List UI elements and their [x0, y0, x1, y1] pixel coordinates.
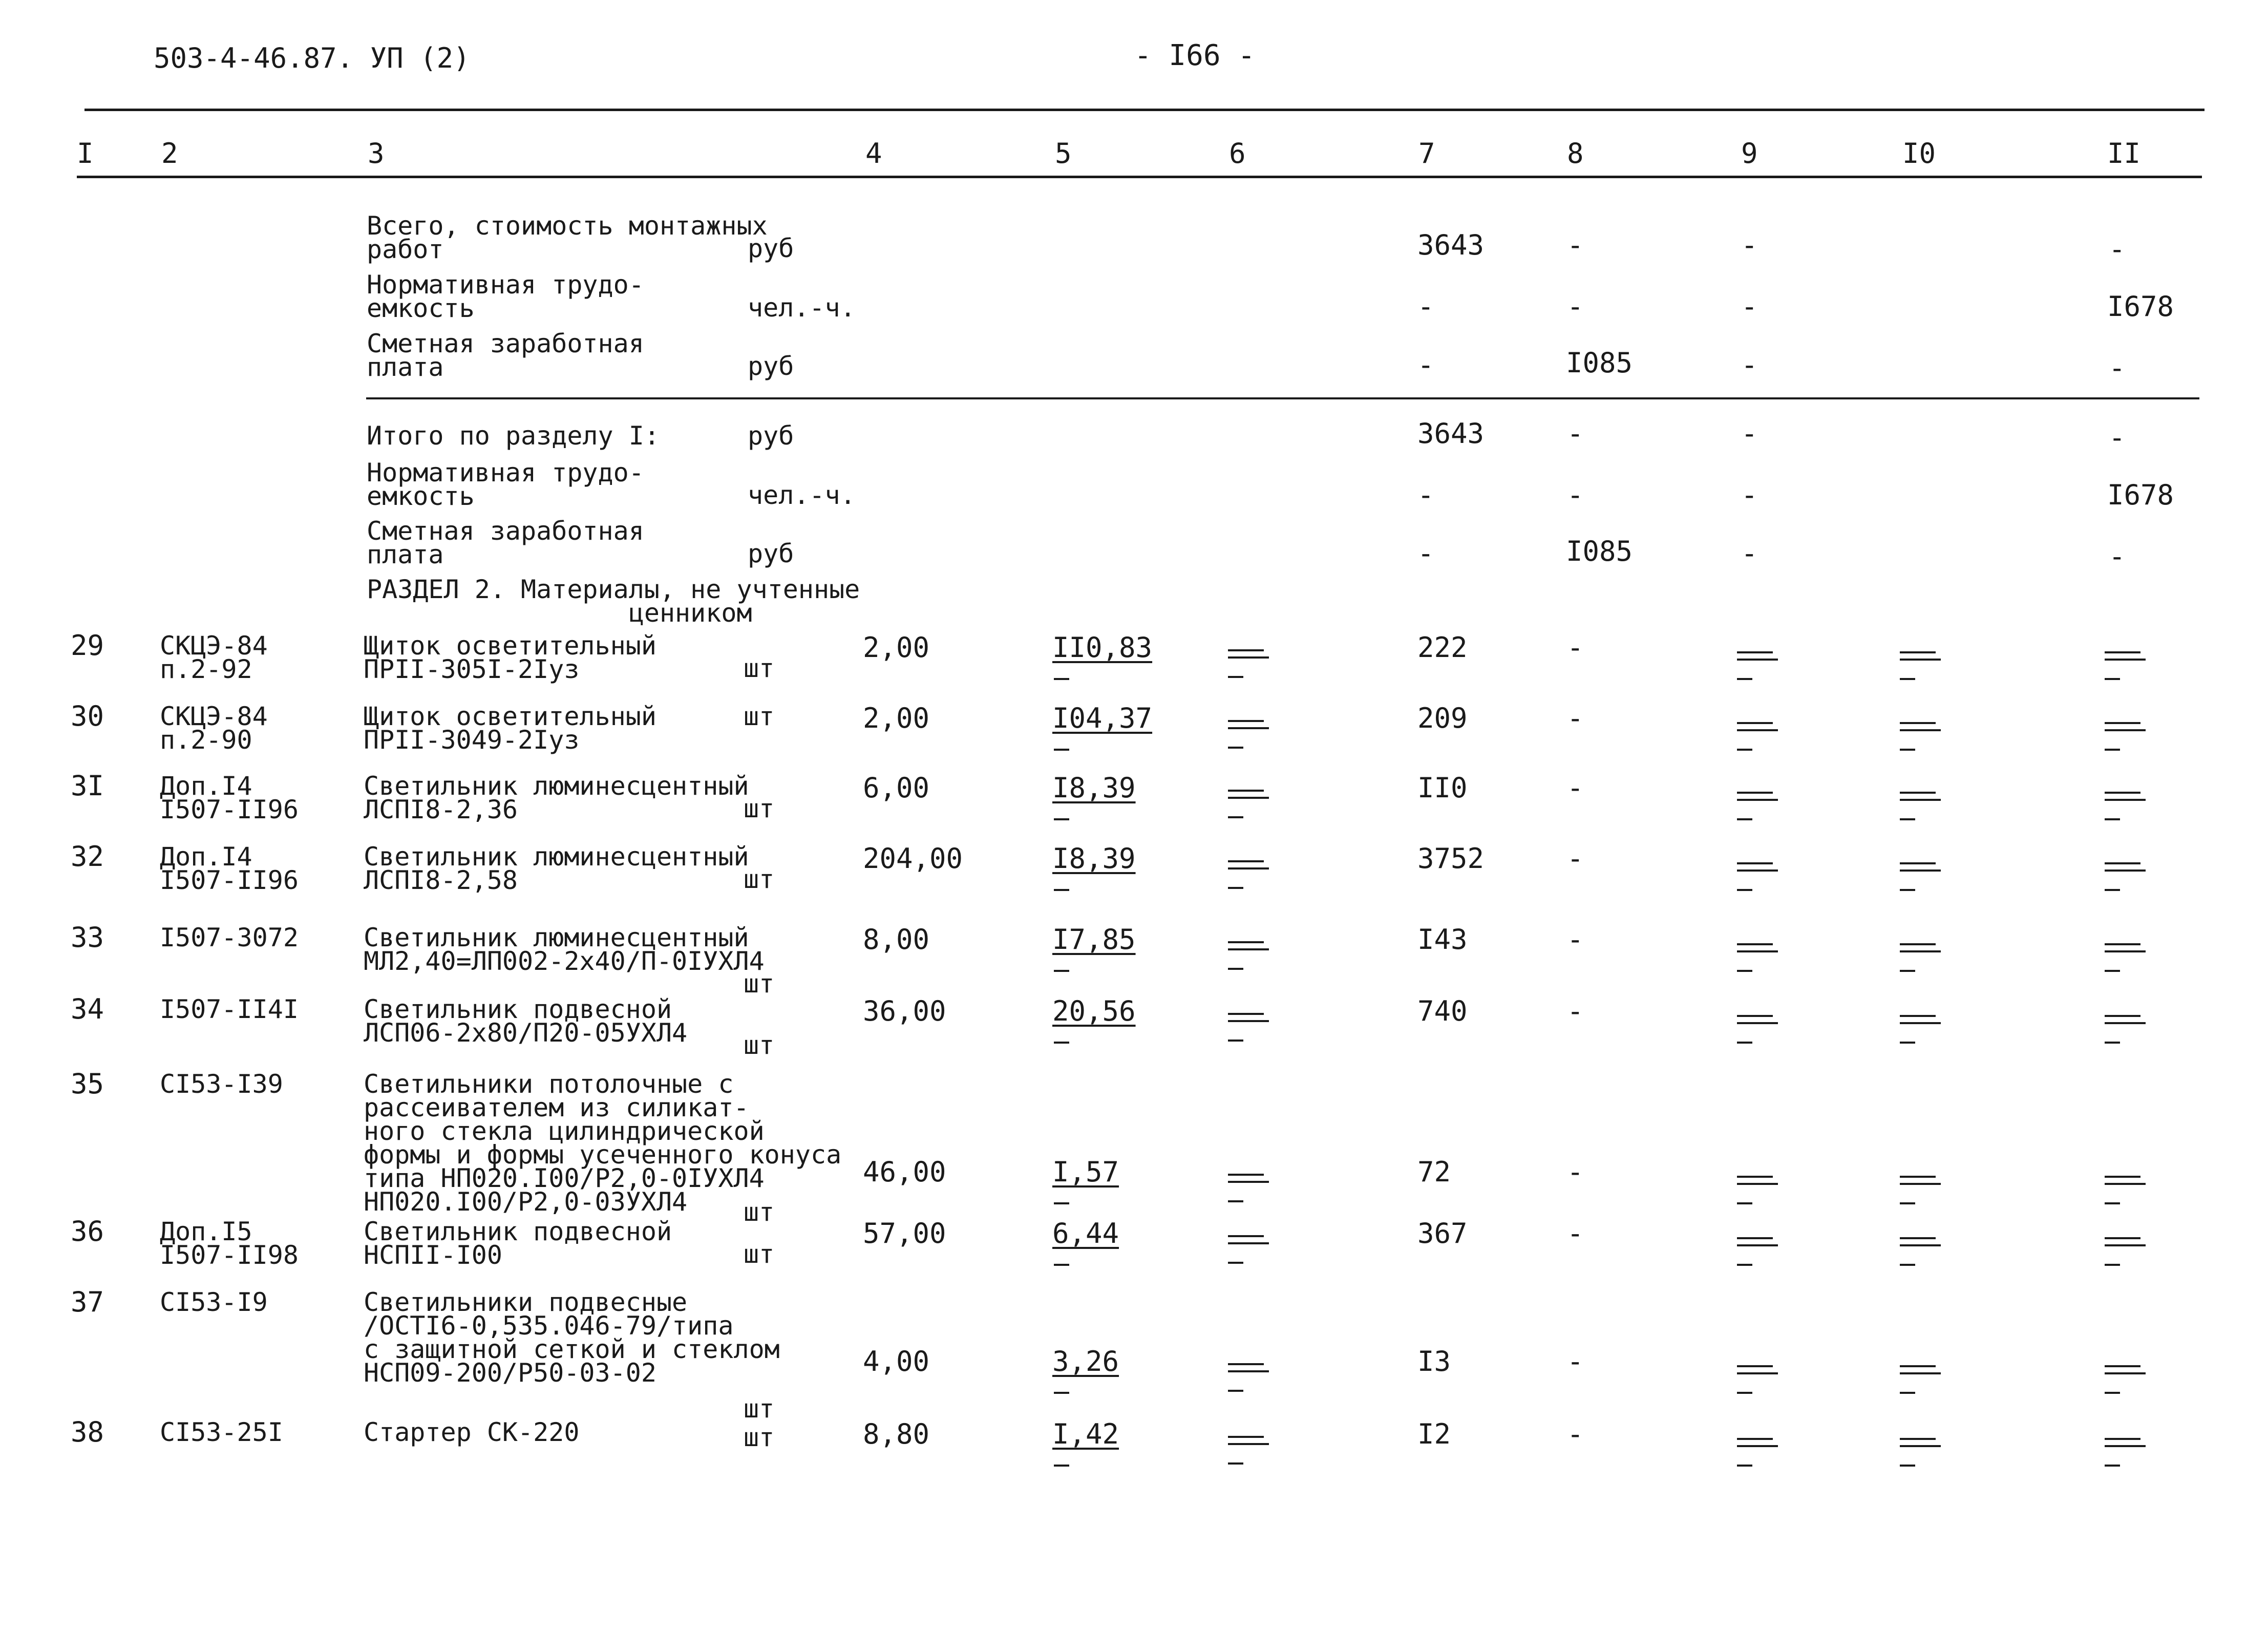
price-sub-dash	[1054, 818, 1069, 820]
total-col8: -	[1567, 229, 1584, 261]
col-head-7: 7	[1418, 137, 1435, 169]
section2-title: РАЗДЕЛ 2. Материалы, не учтенные ценником	[367, 575, 860, 628]
col6-dash	[1228, 1163, 1274, 1210]
row-unit-price: I8,39	[1052, 772, 1136, 804]
total-col7: 3643	[1417, 229, 1485, 261]
row-unit-price: 20,56	[1052, 995, 1136, 1027]
total-label: Всего, стоимость монтажных работ	[367, 211, 768, 264]
col-head-8: 8	[1567, 137, 1584, 169]
row-code: СI53-I39	[160, 1069, 283, 1099]
col6-dash	[1228, 779, 1274, 825]
row-quantity: 8,00	[863, 923, 930, 956]
row-number: 36	[71, 1215, 104, 1247]
row-number: 30	[71, 700, 104, 732]
col10-dash	[1900, 933, 1946, 979]
col-head-6: 6	[1229, 137, 1246, 169]
total-unit: руб	[748, 234, 794, 263]
row-unit-price: I8,39	[1052, 842, 1136, 875]
row-name: Светильник люминесцентный ЛСПI8-2,36	[364, 771, 749, 824]
wage2-col7: -	[1417, 537, 1434, 569]
row-col8-dash: -	[1567, 1156, 1584, 1188]
row-unit: шт	[744, 794, 775, 823]
col6-dash	[1228, 710, 1274, 756]
col6-dash	[1228, 850, 1274, 896]
itogo-col9: -	[1741, 417, 1758, 450]
row-name: Светильник подвесной НСПII-I00	[364, 1217, 672, 1270]
col9-dash	[1737, 641, 1783, 687]
col11-dash	[2105, 1227, 2151, 1273]
row-unit: шт	[744, 1030, 775, 1060]
row-total: 72	[1417, 1156, 1451, 1188]
wage-col7: -	[1417, 349, 1434, 381]
col10-dash	[1900, 712, 1946, 758]
wage2-unit: руб	[748, 539, 794, 568]
row-col8-dash: -	[1567, 995, 1584, 1027]
wage2-col11: -	[2109, 540, 2126, 572]
col9-dash	[1737, 1005, 1783, 1051]
row-code: СI53-25I	[160, 1417, 283, 1447]
row-name: Светильники потолочные с рассеивателем из силикат- ного стекла цилиндрической формы и формы усеченного конуса типа НП020.I00/Р2,0-0IУХЛ4 НП020.I00/Р2,0-03УХЛ4	[364, 1069, 842, 1217]
row-unit-price: 6,44	[1052, 1217, 1119, 1249]
row-name: Светильник люминесцентный МЛ2,40=ЛП002-2х40/П-0IУХЛ4	[364, 923, 765, 976]
col-head-9: 9	[1741, 137, 1758, 169]
row-quantity: 8,80	[863, 1418, 930, 1450]
col9-dash	[1737, 781, 1783, 828]
row-quantity: 204,00	[863, 842, 963, 875]
itogo-unit: руб	[748, 421, 794, 451]
labor2-col7: -	[1417, 479, 1434, 511]
price-sub-dash	[1054, 1042, 1069, 1044]
row-col8-dash: -	[1567, 631, 1584, 664]
col-head-5: 5	[1055, 137, 1072, 169]
row-name: Щиток осветительный ПРII-305I-2Iуз	[364, 631, 656, 684]
col11-dash	[2105, 641, 2151, 687]
row-name: Стартер СК-220	[364, 1417, 580, 1447]
col10-dash	[1900, 1355, 1946, 1401]
labor-col7: -	[1417, 290, 1434, 323]
col11-dash	[2105, 781, 2151, 828]
row-code: СI53-I9	[160, 1287, 268, 1317]
row-unit: шт	[744, 969, 775, 999]
labor2-col11: I678	[2107, 479, 2174, 511]
price-sub-dash	[1054, 1264, 1069, 1266]
col-head-10: I0	[1902, 137, 1936, 169]
row-col8-dash: -	[1567, 702, 1584, 734]
col9-dash	[1737, 712, 1783, 758]
row-code: Доп.I4 I507-II96	[160, 771, 299, 824]
row-quantity: 46,00	[863, 1156, 946, 1188]
wage-label: Сметная заработная плата	[367, 329, 644, 382]
col-head-11: II	[2107, 137, 2141, 169]
labor-col8: -	[1567, 290, 1584, 323]
price-sub-dash	[1054, 749, 1069, 751]
col-head-2: 2	[161, 137, 178, 169]
row-col8-dash: -	[1567, 772, 1584, 804]
row-total: I2	[1417, 1418, 1451, 1450]
col6-dash	[1228, 1353, 1274, 1399]
row-code: Доп.I5 I507-II98	[160, 1217, 299, 1270]
col11-dash	[2105, 852, 2151, 898]
row-number: 29	[71, 629, 104, 662]
total-col9: -	[1741, 229, 1758, 261]
labor2-unit: чел.-ч.	[748, 480, 856, 510]
row-unit: шт	[744, 1239, 775, 1269]
document-code: 503-4-46.87. УП (2)	[154, 42, 470, 74]
row-total: 367	[1417, 1217, 1468, 1249]
total-col11: -	[2109, 233, 2126, 265]
row-name: Светильник люминесцентный ЛСПI8-2,58	[364, 842, 749, 895]
col10-dash	[1900, 1227, 1946, 1273]
row-col8-dash: -	[1567, 1418, 1584, 1450]
price-sub-dash	[1054, 1202, 1069, 1204]
col-head-4: 4	[865, 137, 882, 169]
col-head-1: I	[77, 137, 94, 169]
col11-dash	[2105, 1355, 2151, 1401]
col9-dash	[1737, 1227, 1783, 1273]
col10-dash	[1900, 641, 1946, 687]
row-unit-price: I7,85	[1052, 923, 1136, 956]
row-col8-dash: -	[1567, 923, 1584, 956]
row-total: 209	[1417, 702, 1468, 734]
row-unit-price: 3,26	[1052, 1345, 1119, 1377]
col6-dash	[1228, 1003, 1274, 1049]
row-quantity: 36,00	[863, 995, 946, 1027]
col6-dash	[1228, 639, 1274, 685]
wage-col8: I085	[1566, 347, 1633, 379]
wage-col11: -	[2109, 352, 2126, 384]
price-sub-dash	[1054, 1465, 1069, 1467]
wage2-col8: I085	[1566, 535, 1633, 567]
col11-dash	[2105, 1005, 2151, 1051]
row-total: II0	[1417, 772, 1468, 804]
row-code: СКЦЭ-84 п.2-90	[160, 702, 268, 755]
row-number: 38	[71, 1416, 104, 1448]
col10-dash	[1900, 1428, 1946, 1474]
row-unit: шт	[744, 1197, 775, 1227]
row-unit-price: I,57	[1052, 1156, 1119, 1188]
row-unit: шт	[744, 1394, 775, 1424]
row-code: Доп.I4 I507-II96	[160, 842, 299, 895]
row-unit: шт	[744, 702, 775, 731]
row-code: I507-II4I	[160, 994, 299, 1024]
row-name: Светильник подвесной ЛСП06-2х80/П20-05УХЛ4	[364, 994, 688, 1048]
row-total: 740	[1417, 995, 1468, 1027]
row-unit-price: I,42	[1052, 1418, 1119, 1450]
labor2-col9: -	[1741, 479, 1758, 511]
summary-divider	[366, 397, 2199, 399]
row-number: 35	[71, 1068, 104, 1100]
price-sub-dash	[1054, 889, 1069, 891]
row-total: 222	[1417, 631, 1468, 664]
row-quantity: 6,00	[863, 772, 930, 804]
row-total: 3752	[1417, 842, 1485, 875]
col6-dash	[1228, 1225, 1274, 1271]
wage-unit: руб	[748, 351, 794, 381]
row-name: Щиток осветительный ПРII-3049-2Iуз	[364, 702, 656, 755]
itogo-label: Итого по разделу I:	[367, 421, 660, 451]
price-sub-dash	[1054, 678, 1069, 680]
row-name: Светильники подвесные /ОСТI6-0,535.046-79/типа с защитной сеткой и стеклом НСП09-200/Р50-03-02	[364, 1287, 780, 1388]
labor-col9: -	[1741, 290, 1758, 323]
wage-col9: -	[1741, 349, 1758, 381]
col10-dash	[1900, 781, 1946, 828]
col11-dash	[2105, 712, 2151, 758]
col11-dash	[2105, 1428, 2151, 1474]
row-unit: шт	[744, 1423, 775, 1452]
row-col8-dash: -	[1567, 1217, 1584, 1249]
col6-dash	[1228, 931, 1274, 977]
labor2-label: Нормативная трудо- емкость	[367, 458, 644, 511]
row-quantity: 2,00	[863, 702, 930, 734]
itogo-col7: 3643	[1417, 417, 1485, 450]
col9-dash	[1737, 1428, 1783, 1474]
col9-dash	[1737, 852, 1783, 898]
row-code: I507-3072	[160, 923, 299, 952]
row-number: 34	[71, 993, 104, 1025]
col10-dash	[1900, 1005, 1946, 1051]
col9-dash	[1737, 933, 1783, 979]
row-number: 32	[71, 840, 104, 873]
row-number: 33	[71, 921, 104, 953]
labor-label: Нормативная трудо- емкость	[367, 270, 644, 323]
row-col8-dash: -	[1567, 1345, 1584, 1377]
col10-dash	[1900, 852, 1946, 898]
col9-dash	[1737, 1355, 1783, 1401]
col9-dash	[1737, 1165, 1783, 1212]
col6-dash	[1228, 1426, 1274, 1472]
row-number: 3I	[71, 770, 104, 802]
col11-dash	[2105, 1165, 2151, 1212]
col11-dash	[2105, 933, 2151, 979]
row-unit: шт	[744, 864, 775, 894]
row-total: I43	[1417, 923, 1468, 956]
top-rule	[84, 109, 2205, 111]
row-quantity: 2,00	[863, 631, 930, 664]
col-head-3: 3	[368, 137, 385, 169]
col10-dash	[1900, 1165, 1946, 1212]
labor-col11: I678	[2107, 290, 2174, 323]
wage2-label: Сметная заработная плата	[367, 516, 644, 569]
row-unit-price: I04,37	[1052, 702, 1153, 734]
row-unit-price: II0,83	[1052, 631, 1153, 664]
page-number: - I66 -	[1134, 39, 1256, 72]
row-number: 37	[71, 1286, 104, 1318]
wage2-col9: -	[1741, 537, 1758, 569]
row-unit: шт	[744, 653, 775, 683]
price-sub-dash	[1054, 1392, 1069, 1394]
itogo-col8: -	[1567, 417, 1584, 450]
row-total: I3	[1417, 1345, 1451, 1377]
itogo-col11: -	[2109, 421, 2126, 454]
price-sub-dash	[1054, 970, 1069, 972]
row-quantity: 4,00	[863, 1345, 930, 1377]
row-code: СКЦЭ-84 п.2-92	[160, 631, 268, 684]
labor-unit: чел.-ч.	[748, 293, 856, 323]
labor2-col8: -	[1567, 479, 1584, 511]
row-col8-dash: -	[1567, 842, 1584, 875]
row-quantity: 57,00	[863, 1217, 946, 1249]
header-bottom-rule	[77, 176, 2202, 178]
